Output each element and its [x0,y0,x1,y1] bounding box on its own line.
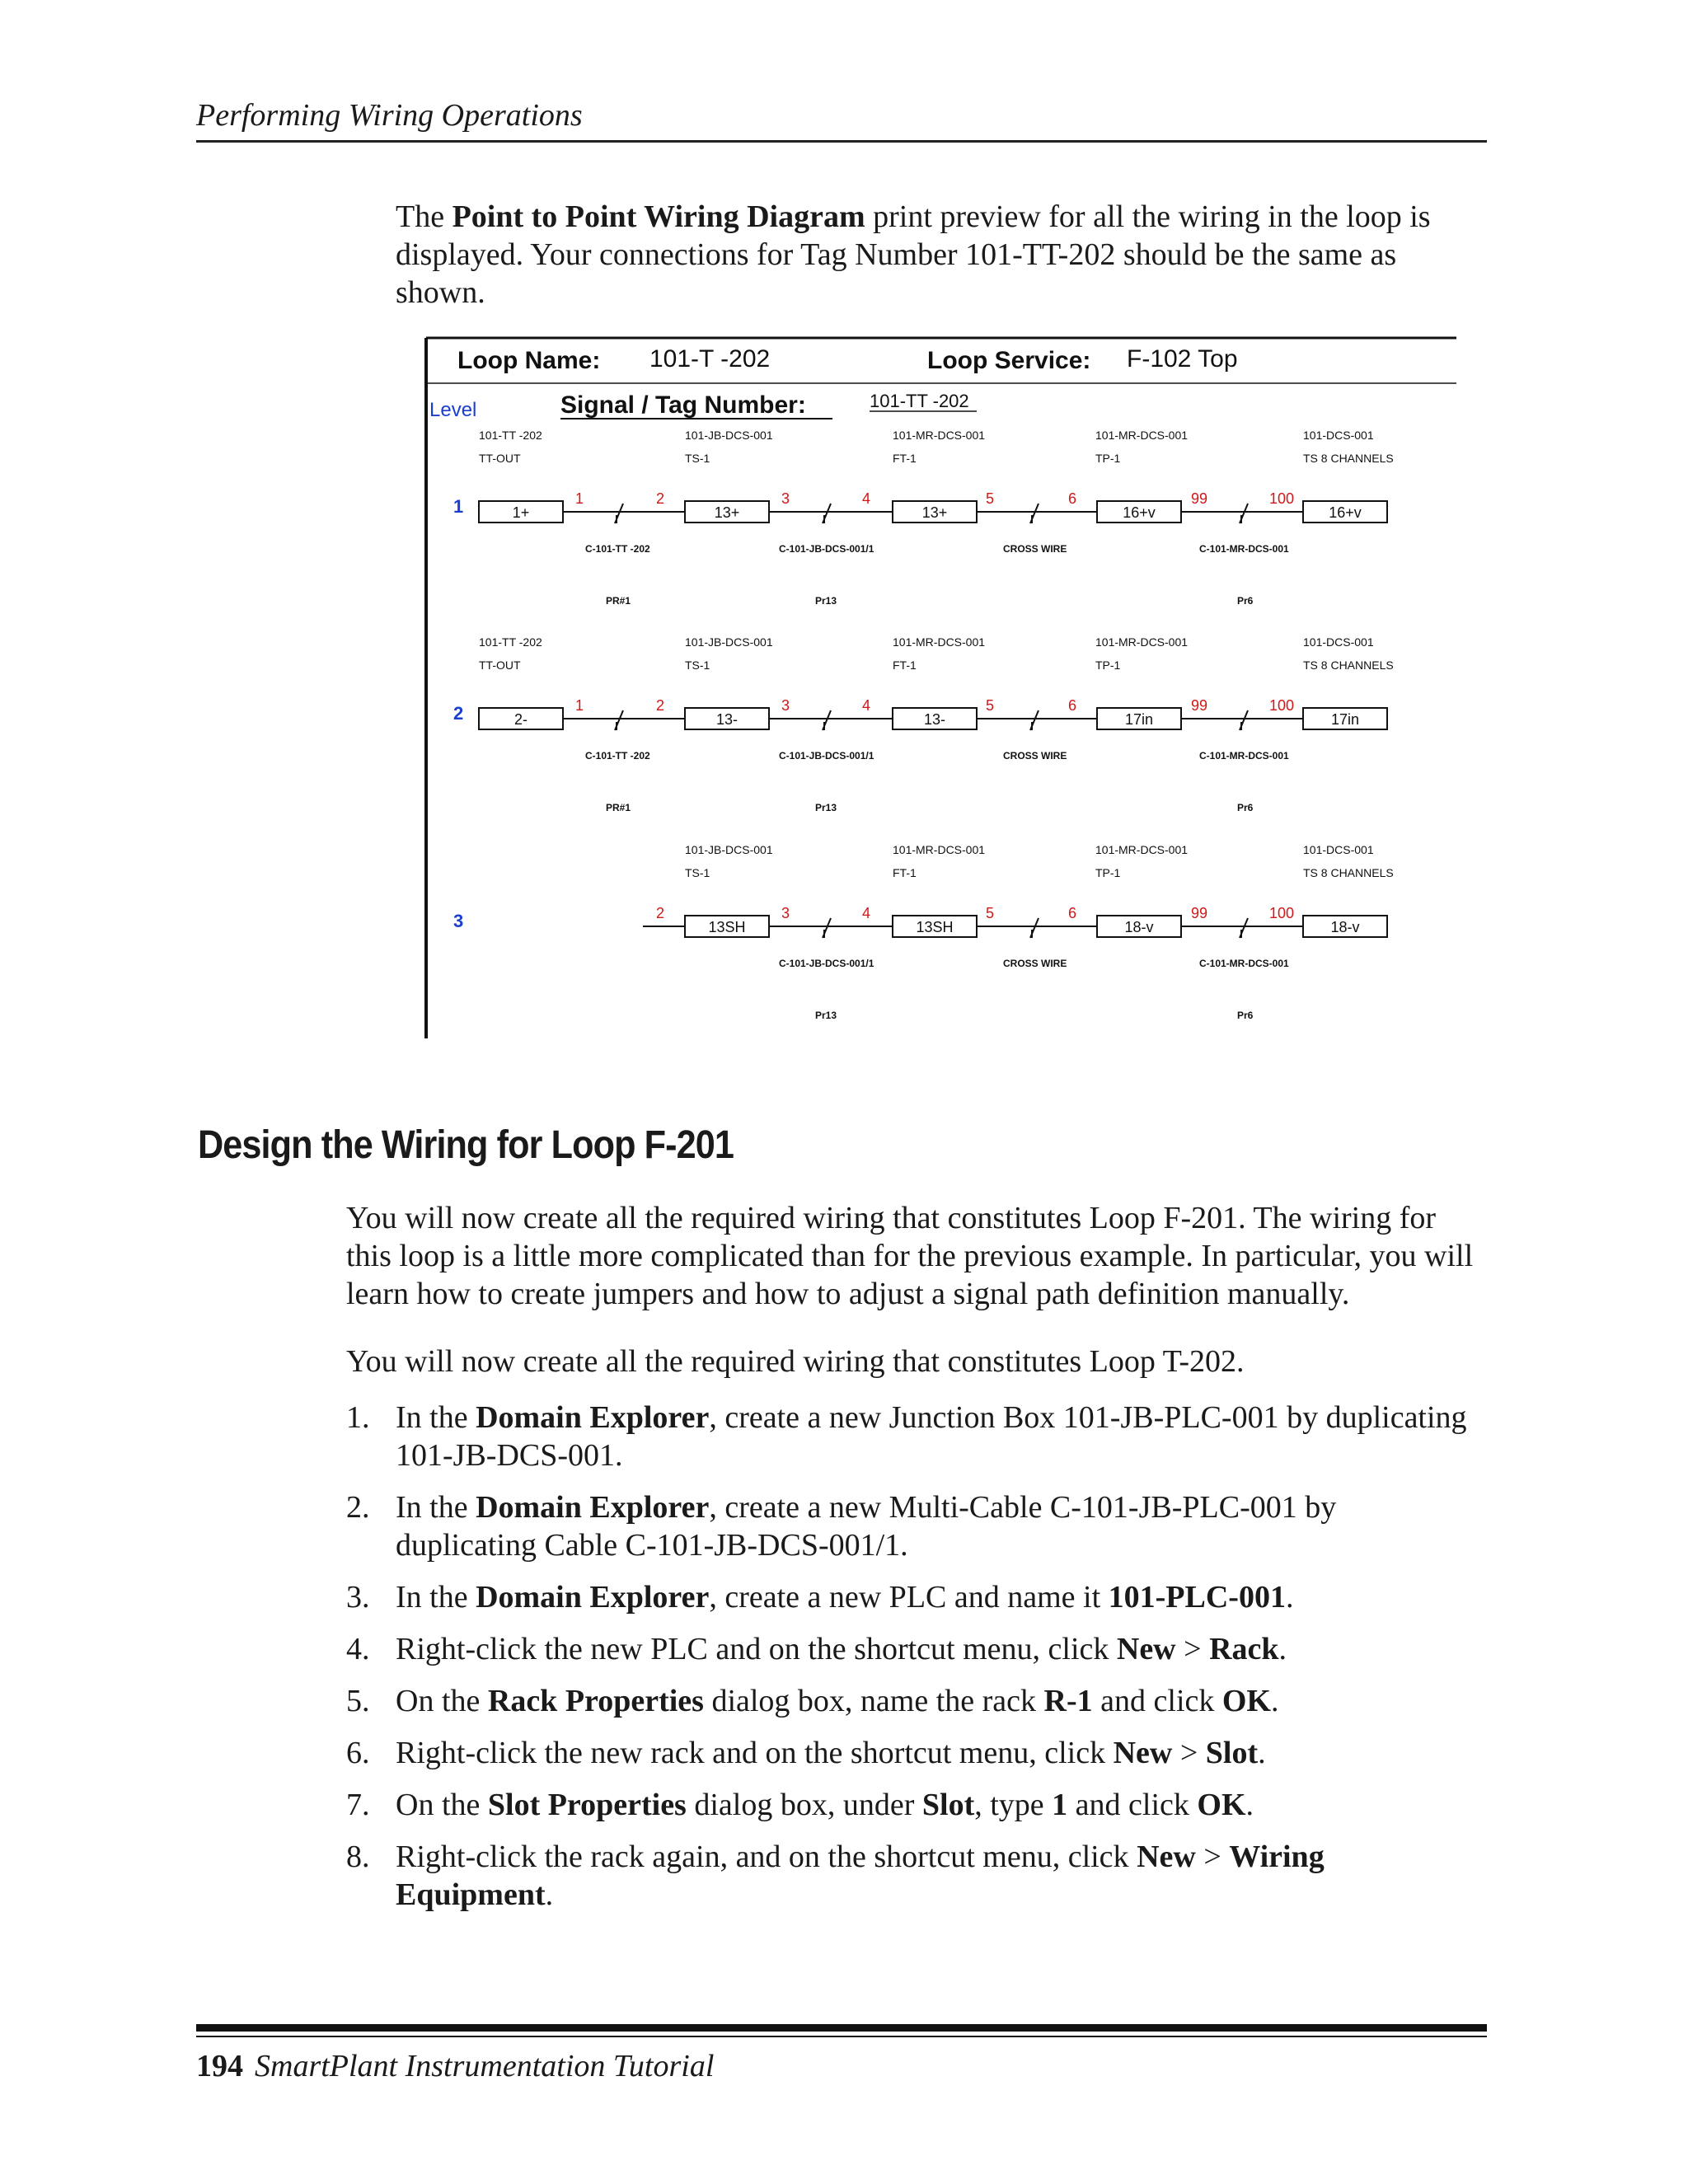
step-run: dialog box, under [686,1788,922,1822]
step-run: > [1195,1840,1230,1874]
level-number: 1 [453,496,464,517]
step-run: In the [396,1580,476,1615]
wiring-diagram [416,334,1484,1043]
terminal-box-label: 16+v [1123,504,1156,521]
step-run: OK [1197,1788,1246,1822]
cable-name: C-101-MR-DCS-001 [1199,958,1289,969]
terminal-number: 1 [574,490,584,507]
step-run: and click [1092,1684,1222,1718]
step-number: 5. [346,1684,370,1718]
terminal-box-label: 13SH [708,919,746,935]
step-item [346,1399,1484,1474]
terminal-box-label: 13+ [921,504,948,521]
step-run: . [1245,1788,1254,1822]
step-run: Right-click the rack again, and on the shortcut menu, click [396,1840,1137,1874]
terminal-number: 2 [655,905,665,921]
step-run: Rack Properties [487,1684,704,1718]
terminal-box-label: 1+ [512,504,530,521]
level-number: 3 [453,911,464,931]
pair-label: Pr6 [1237,595,1254,607]
device-name: 101-MR-DCS-001 [893,635,986,649]
paragraph-2: You will now create all the required wiring that constitutes Loop T-202. [346,1344,1245,1379]
step-run: . [1258,1736,1266,1770]
device-name: 101-MR-DCS-001 [1095,843,1189,856]
device-terminal-strip: FT-1 [893,866,917,879]
step-run: On the [396,1684,488,1718]
terminal-number: 1 [574,697,584,714]
step-run: In the [396,1490,476,1525]
step-number: 6. [346,1736,370,1770]
terminal-number: 5 [985,490,995,507]
step-number: 2. [346,1490,370,1525]
device-name: 101-DCS-001 [1303,429,1374,442]
wiring-diagram-figure [416,334,1484,1043]
device-name: 101-TT -202 [479,429,542,442]
step-run: . [1285,1580,1294,1615]
terminal-number: 4 [861,905,871,921]
device-terminal-strip: FT-1 [893,452,917,465]
step-run: Domain Explorer [476,1580,710,1615]
pair-label: PR#1 [606,595,631,607]
step-item [346,1786,1484,1824]
step-item [346,1734,1484,1772]
device-name: 101-MR-DCS-001 [1095,429,1189,442]
step-number: 7. [346,1788,370,1822]
pair-label: Pr6 [1237,802,1254,813]
step-run: On the [396,1788,488,1822]
terminal-number: 100 [1268,905,1295,921]
step-run: . [1278,1632,1287,1666]
device-terminal-strip: TS-1 [685,658,710,672]
terminal-number: 5 [985,905,995,921]
pair-label: Pr13 [815,802,837,813]
terminal-box-label: 13- [715,711,738,728]
footer-rule-thick [196,2024,1487,2032]
step-item [346,1578,1484,1616]
device-terminal-strip: FT-1 [893,658,917,672]
step-number: 4. [346,1632,370,1666]
device-name: 101-JB-DCS-001 [685,635,773,649]
terminal-box-label: 2- [513,711,528,728]
pair-label: Pr13 [815,1010,837,1021]
step-run: . [545,1877,554,1912]
intro-paragraph [396,198,1484,312]
step-run: Slot [1205,1736,1259,1770]
step-item [346,1682,1484,1720]
device-terminal-strip: TS 8 CHANNELS [1303,452,1394,465]
cable-name: C-101-JB-DCS-001/1 [779,958,874,969]
step-run: Domain Explorer [476,1490,710,1525]
device-name: 101-JB-DCS-001 [685,429,773,442]
running-header-title: Performing Wiring Operations [196,98,583,133]
step-number: 1. [346,1400,370,1435]
step-item [346,1488,1484,1564]
terminal-number: 6 [1067,905,1077,921]
step-number: 8. [346,1840,370,1874]
terminal-box-label: 18-v [1124,919,1154,935]
signal-tag-label: Signal / Tag Number: [560,391,806,419]
step-run: Right-click the new PLC and on the shortcut menu, click [396,1632,1117,1666]
cable-name: C-101-TT -202 [585,750,650,762]
pair-label: PR#1 [606,802,631,813]
device-terminal-strip: TP-1 [1095,452,1121,465]
device-terminal-strip: TS 8 CHANNELS [1303,866,1394,879]
footer-title: SmartPlant Instrumentation Tutorial [255,2049,715,2083]
terminal-number: 3 [781,905,790,921]
device-terminal-strip: TS 8 CHANNELS [1303,658,1394,672]
device-name: 101-MR-DCS-001 [893,429,986,442]
terminal-number: 2 [655,490,665,507]
loop-service-value: F-102 Top [1127,345,1238,373]
footer-rule-thin [196,2036,1487,2037]
intro-text [396,198,1484,312]
pair-label: Pr13 [815,595,837,607]
cable-name: CROSS WIRE [1003,750,1067,762]
paragraph-1: You will now create all the required wiring that constitutes Loop F-201. The wiring for this loop is a little more complicated than for the previous example. In particular, you will learn how to create jumpers and how to adjust a signal path definition manually. [346,1201,1474,1311]
terminal-number: 3 [781,697,790,714]
step-run: , create a new Multi-Cable C-101-JB-PLC-001 by duplicating Cable C-101-JB-DCS-001/1. [396,1490,1337,1563]
step-run: Rack [1209,1632,1279,1666]
level-label: Level [429,399,477,421]
step-run: . [1271,1684,1279,1718]
device-name: 101-TT -202 [479,635,542,649]
loop-name-value: 101-T -202 [649,345,771,373]
cable-name: C-101-TT -202 [585,543,650,555]
terminal-box-label: 17in [1124,711,1154,728]
terminal-number: 3 [781,490,790,507]
step-number: 3. [346,1580,370,1615]
device-terminal-strip: TS-1 [685,866,710,879]
terminal-number: 100 [1268,697,1295,714]
device-terminal-strip: TT-OUT [479,658,521,672]
page-footer [196,2048,714,2084]
intro-run: The [396,199,452,234]
terminal-number: 99 [1190,697,1208,714]
step-run: R-1 [1043,1684,1093,1718]
step-item [346,1838,1484,1914]
level-number: 2 [453,703,464,724]
step-run: In the [396,1400,476,1435]
device-terminal-strip: TS-1 [685,452,710,465]
cable-name: C-101-JB-DCS-001/1 [779,543,874,555]
device-name: 101-DCS-001 [1303,843,1374,856]
terminal-number: 6 [1067,697,1077,714]
terminal-box-label: 13+ [714,504,740,521]
device-terminal-strip: TP-1 [1095,866,1121,879]
pair-label: Pr6 [1237,1010,1254,1021]
page-number: 194 [196,2049,243,2083]
step-run: > [1175,1632,1210,1666]
step-run: New [1113,1736,1173,1770]
cable-name: C-101-MR-DCS-001 [1199,750,1289,762]
terminal-box-label: 13- [923,711,946,728]
step-run: 101-PLC-001 [1108,1580,1286,1615]
terminal-box-label: 16+v [1329,504,1362,521]
step-run: Slot [921,1788,975,1822]
step-run: Domain Explorer [476,1400,710,1435]
step-item [346,1630,1484,1668]
section-title: Design the Wiring for Loop F-201 [198,1123,734,1167]
terminal-number: 6 [1067,490,1077,507]
device-name: 101-DCS-001 [1303,635,1374,649]
device-name: 101-MR-DCS-001 [1095,635,1189,649]
step-run: > [1172,1736,1206,1770]
signal-tag-value: 101-TT -202 [870,391,969,411]
running-header [196,97,1487,143]
loop-name-label: Loop Name: [457,347,601,374]
terminal-number: 4 [861,697,871,714]
cable-name: CROSS WIRE [1003,958,1067,969]
device-name: 101-MR-DCS-001 [893,843,986,856]
step-run: Right-click the new rack and on the shortcut menu, click [396,1736,1114,1770]
loop-service-label: Loop Service: [927,347,1091,374]
step-run: and click [1067,1788,1198,1822]
step-run: OK [1221,1684,1271,1718]
step-run: New [1116,1632,1176,1666]
step-run: 1 [1052,1788,1068,1822]
device-terminal-strip: TP-1 [1095,658,1121,672]
cable-name: C-101-JB-DCS-001/1 [779,750,874,762]
terminal-number: 4 [861,490,871,507]
cable-name: C-101-MR-DCS-001 [1199,543,1289,555]
intro-run: print preview for all the wiring in the loop is displayed. Your connections for Tag Number 101-TT-202 should be the same as shown. [396,199,1431,310]
device-name: 101-JB-DCS-001 [685,843,773,856]
step-run: New [1137,1840,1196,1874]
step-run: , type [974,1788,1053,1822]
step-run: dialog box, name the rack [703,1684,1044,1718]
terminal-number: 99 [1190,490,1208,507]
intro-run: Point to Point Wiring Diagram [452,199,865,234]
terminal-number: 2 [655,697,665,714]
terminal-box-label: 13SH [916,919,954,935]
terminal-number: 100 [1268,490,1295,507]
cable-name: CROSS WIRE [1003,543,1067,555]
step-run: Slot Properties [487,1788,687,1822]
terminal-number: 5 [985,697,995,714]
terminal-box-label: 17in [1330,711,1360,728]
step-run: , create a new Junction Box 101-JB-PLC-001 by duplicating 101-JB-DCS-001. [396,1400,1467,1473]
device-terminal-strip: TT-OUT [479,452,521,465]
step-run: Wiring Equipment [396,1840,1325,1912]
steps-list [346,1399,1484,1914]
terminal-box-label: 18-v [1330,919,1360,935]
step-run: , create a new PLC and name it [709,1580,1109,1615]
section-body [346,1199,1484,1928]
terminal-number: 99 [1190,905,1208,921]
